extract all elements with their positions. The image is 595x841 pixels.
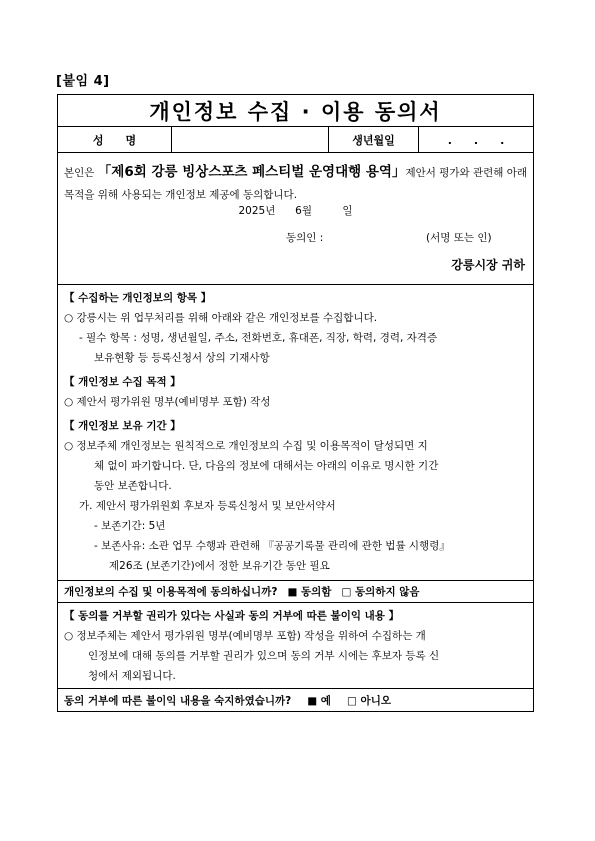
consent-question-row [58, 581, 533, 603]
attachment-label: [붙임 4] [56, 74, 110, 89]
items-line: ○ 강릉시는 위 업무처리를 위해 아래와 같은 개인정보를 수집합니다. [64, 312, 378, 324]
addressee: 강릉시장 귀하 [451, 258, 525, 272]
items-line: - 필수 항목 : 성명, 생년월일, 주소, 전화번호, 휴대폰, 직장, 학력, 경력, 자격증 [79, 332, 438, 344]
name-field[interactable] [172, 127, 329, 152]
consent-date: 2025년 6월 일 [238, 205, 353, 217]
period-line: 체 없이 파기합니다. 단, 다음의 정보에 대해서는 아래의 이유로 명시한 기간 [94, 460, 439, 472]
period-line: - 보존사유: 소관 업무 수행과 관련해 『공공기록물 관리에 관한 법률 시행령』 [94, 540, 450, 552]
period-line: - 보존기간: 5년 [94, 520, 166, 532]
purpose-line: ○ 제안서 평가위원 명부(예비명부 포함) 작성 [64, 396, 271, 408]
items-heading: 【 수집하는 개인정보의 항목 】 [64, 292, 212, 304]
consent-paragraph [64, 161, 530, 206]
refusal-heading: 【 동의를 거부할 권리가 있다는 사실과 동의 거부에 따른 불이익 내용 】 [64, 610, 400, 622]
period-line: 동안 보존합니다. [94, 480, 172, 492]
consent-prefix: 본인은 [64, 167, 98, 179]
birth-field[interactable]: . . . [447, 133, 505, 147]
period-line: 가. 제안서 평가위원회 후보자 등록신청서 및 보안서약서 [79, 500, 336, 512]
signature-seal-label[interactable]: (서명 또는 인) [426, 232, 492, 244]
signer-label: 동의인 : [286, 232, 324, 244]
refusal-line: 인정보에 대해 동의를 거부할 권리가 있으며 동의 거부 시에는 후보자 등록 신 [88, 650, 440, 662]
consent-question: 개인정보의 수집 및 이용목적에 동의하십니까? [64, 586, 278, 598]
name-label: 성 명 [58, 127, 172, 152]
refusal-section [58, 603, 533, 689]
acknowledge-question-row [58, 689, 533, 711]
yes-checkbox[interactable]: ■ 예 [307, 694, 331, 707]
consent-form [57, 94, 534, 712]
agree-checkbox[interactable]: ■ 동의함 [287, 586, 332, 598]
consent-statement [58, 153, 533, 285]
items-line: 보유현황 등 등록신청서 상의 기재사항 [94, 352, 270, 364]
refusal-line: 청에서 제외됩니다. [88, 670, 176, 682]
period-line: ○ 정보주체 개인정보는 원칙적으로 개인정보의 수집 및 이용목적이 달성되면 지 [64, 440, 428, 452]
period-heading: 【 개인정보 보유 기간 】 [64, 420, 181, 432]
purpose-heading: 【 개인정보 수집 목적 】 [64, 376, 181, 388]
refusal-line: ○ 정보주체는 제안서 평가위원 명부(예비명부 포함) 작성을 위하여 수집하는 개 [64, 630, 426, 642]
information-section [58, 285, 533, 581]
applicant-info-row [58, 127, 533, 153]
project-name: 「제6회 강릉 빙상스포츠 페스티벌 운영대행 용역」 [97, 164, 406, 180]
period-line: 제26조 (보존기간)에서 정한 보유기간 동안 필요 [109, 560, 330, 572]
consent-suffix: 제안서 평가와 관련해 아래 목적을 위해 사용되는 개인정보 제공에 동의합니다. [64, 167, 528, 201]
acknowledge-question: 동의 거부에 따른 불이익 내용을 숙지하였습니까? [64, 694, 292, 707]
no-checkbox[interactable]: □ 아니오 [346, 694, 391, 707]
disagree-checkbox[interactable]: □ 동의하지 않음 [341, 586, 420, 598]
form-title: 개인정보 수집 · 이용 동의서 [58, 95, 533, 127]
birth-label: 생년월일 [329, 127, 419, 152]
